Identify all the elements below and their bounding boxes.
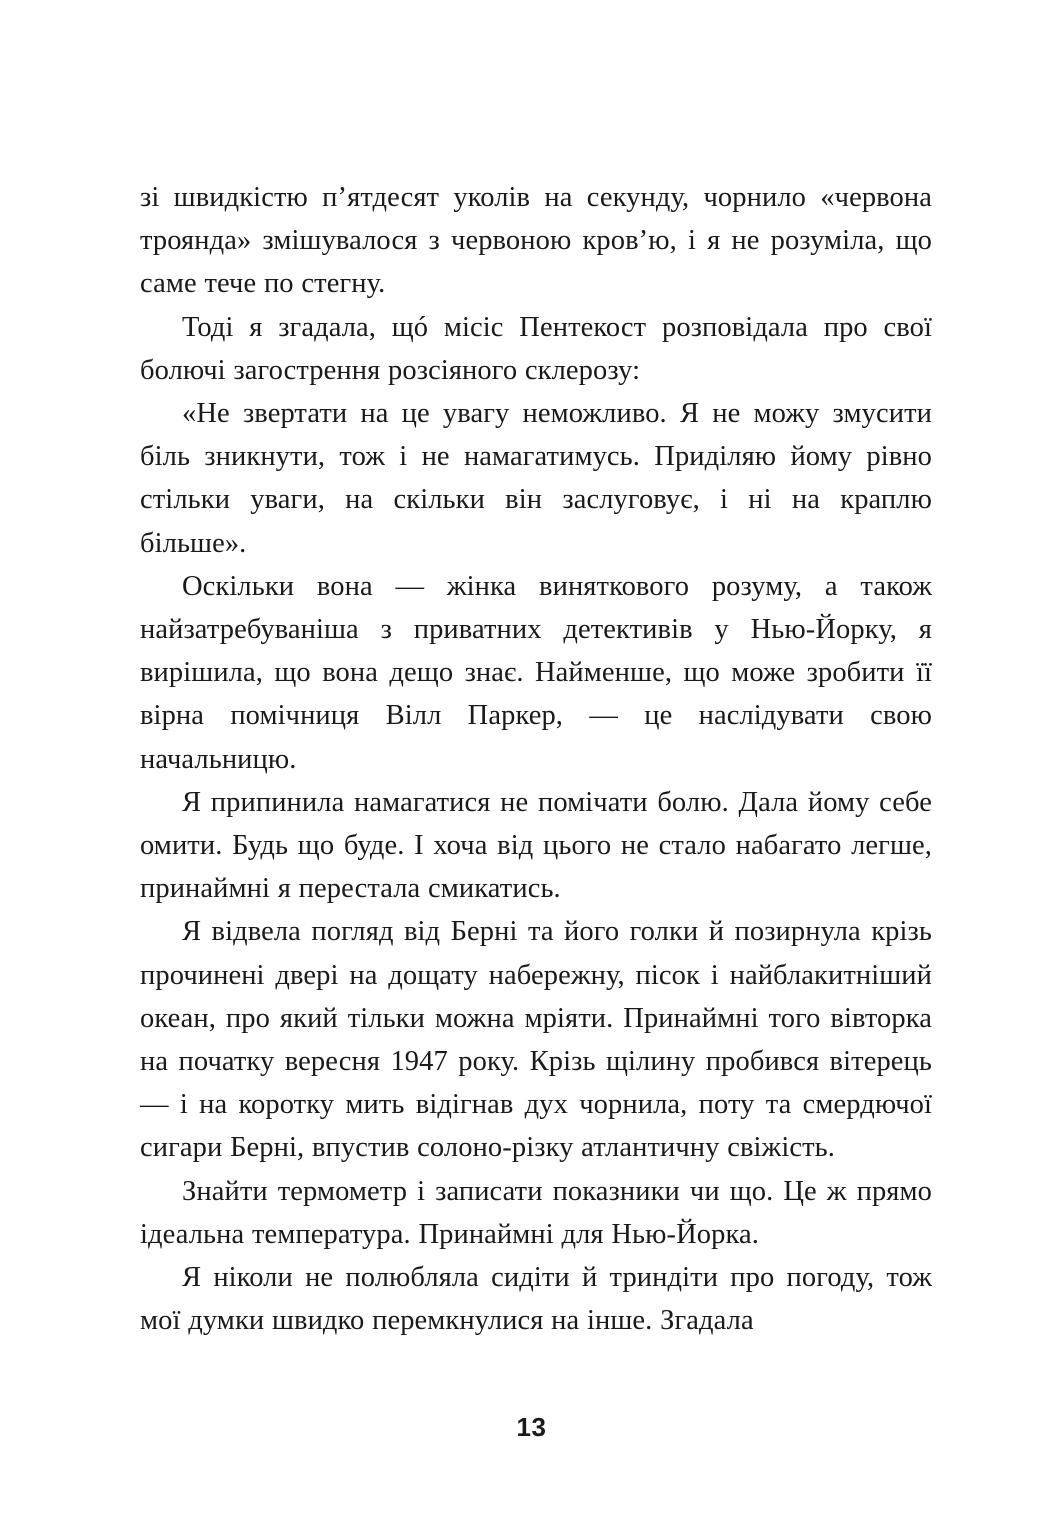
paragraph: Я припинила намагатися не помічати болю. Дала йому себе омити. Будь що буде. І хоча від цього не стало набагато легше, принаймні я перестала смикатись. (140, 786, 932, 905)
body-text-block (140, 176, 932, 1342)
paragraph: Я ніколи не полюбляла сидіти й триндіти про погоду, тож мої думки швидко перемкнулися на інше. Згадала (140, 1262, 932, 1337)
paragraph: Оскільки вона — жінка виняткового розуму, а також найзатребуваніша з приватних детективів у Нью-Йорку, я вирішила, що вона дещо знає. Найменше, що може зробити її вірна помічниця Вілл Паркер, — це наслідувати свою начальницю. (140, 570, 932, 775)
paragraph: Я відвела погляд від Берні та його голки й позирнула крізь прочинені двері на дощату набережну, пісок і найблакитніший океан, про який тільки можна мріяти. Принаймні того вівторка на початку вересня 1947 року. Крізь щілину пробився вітерець — і на коротку мить відігнав дух чорнила, поту та смердючої сигари Берні, впустив солоно-різку атлантичну свіжість. (140, 916, 932, 1164)
paragraph: Тоді я згадала, щó місіс Пентекост розповідала про свої болючі загострення розсіяного склерозу: (140, 311, 932, 386)
paragraph: Знайти термометр і записати показники чи що. Це ж прямо ідеальна температура. Принаймні для Нью-Йорка. (140, 1175, 932, 1250)
page-number: 13 (516, 1412, 547, 1442)
paragraph: «Не звертати на це увагу неможливо. Я не можу змусити біль зникнути, тож і не намагатимусь. Приділяю йому рівно стільки уваги, на скільки він заслуговує, і ні на краплю більше». (140, 398, 932, 559)
paragraph: зі швидкістю п’ятдесят уколів на секунду, чорнило «червона троянда» змішувалося з червоною кров’ю, і я не розуміла, що саме тече по стегну. (140, 182, 932, 300)
